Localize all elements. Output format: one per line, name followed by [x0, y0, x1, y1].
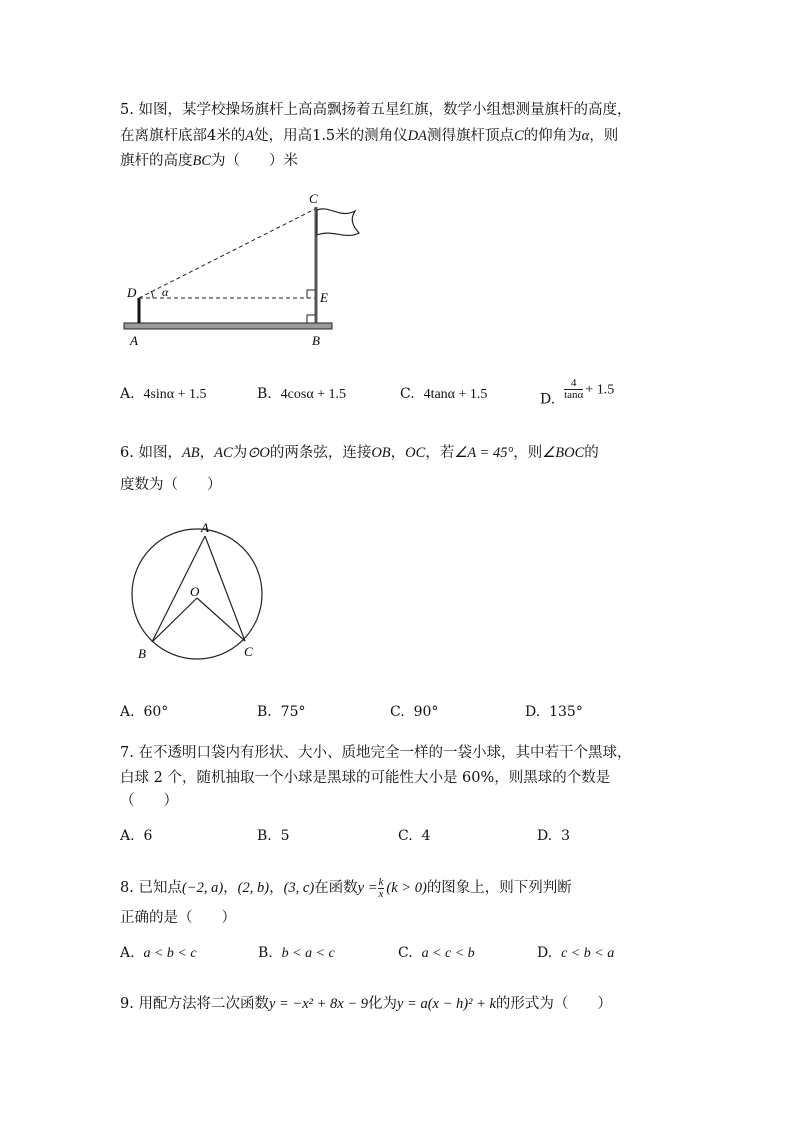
label-d: D	[127, 285, 137, 300]
q6-line1: 6. 如图，AB，AC为⊙O的两条弦，连接OB，OC，若∠A = 45°，则∠BOC的	[120, 445, 599, 461]
q6-option-d[interactable]: D. 135°	[525, 704, 583, 720]
fraction-k-over-x: $\frac{k}{x}$	[378, 875, 384, 900]
q6-option-c[interactable]: C. 90°	[390, 704, 439, 720]
q7-option-d[interactable]: D. 3	[537, 828, 571, 844]
circle-figure	[125, 518, 275, 668]
flagpole-figure	[110, 185, 370, 355]
q6-line2: 度数为（ ）	[120, 477, 222, 493]
q8-line1: 8. 已知点(−2, a)，(2, b)，(3, c)在函数y = $\frac{k}{x}$ (k > 0)的图象上，则下列判断	[120, 875, 572, 900]
q7-line2: 白球 2 个，随机抽取一个小球是黑球的可能性大小是 60%，则黑球的个数是	[120, 770, 611, 786]
right-angle-b	[307, 315, 315, 323]
q5-line3: 旗杆的高度BC为（ ）米	[120, 153, 299, 169]
q7-option-b[interactable]: B. 5	[257, 828, 290, 844]
segment-oc	[197, 598, 245, 641]
label-o: O	[190, 584, 200, 599]
q5-option-a[interactable]: A. 4sinα + 1.5	[120, 386, 207, 402]
flag	[317, 209, 359, 236]
fraction-4-over-tan: $\frac{4}{\tan\alpha}$	[564, 377, 584, 401]
ground-bar	[124, 323, 332, 329]
q6-option-a[interactable]: A. 60°	[120, 704, 169, 720]
q8-option-c[interactable]: C. a < c < b	[398, 945, 475, 961]
q5-line1: 5. 如图，某学校操场旗杆上高高飘扬着五星红旗，数学小组想测量旗杆的高度，	[120, 102, 632, 118]
label-e: E	[320, 290, 328, 305]
q7-line1: 7. 在不透明口袋内有形状、大小、质地完全一样的一袋小球，其中若干个黑球，	[120, 745, 632, 761]
q7-line3: （ ）	[120, 793, 178, 809]
label-alpha: α	[162, 285, 169, 299]
q8-option-a[interactable]: A. a < b < c	[120, 945, 197, 961]
q9-line1: 9. 用配方法将二次函数y = −x² + 8x − 9化为y = a(x − h)² + k的形式为（ ）	[120, 996, 612, 1012]
q7-option-c[interactable]: C. 4	[398, 828, 431, 844]
q5-option-d[interactable]: D. $\frac{4}{\tan\alpha}$ + 1.5	[540, 377, 615, 408]
segment-ob	[152, 598, 197, 642]
q5-option-b[interactable]: B. 4cosα + 1.5	[257, 386, 347, 402]
label-b: B	[312, 333, 320, 348]
label-c: C	[309, 191, 318, 206]
label-b: B	[138, 646, 146, 661]
q8-option-d[interactable]: D. c < b < a	[537, 945, 615, 961]
q5-option-c[interactable]: C. 4tanα + 1.5	[400, 386, 488, 402]
right-angle-e	[307, 290, 315, 298]
q8-line2: 正确的是（ ）	[120, 910, 236, 926]
q7-option-a[interactable]: A. 6	[120, 828, 153, 844]
q5-line2: 在离旗杆底部4米的A处，用高1.5米的测角仪DA测得旗杆顶点C的仰角为α，则	[120, 128, 619, 144]
q8-option-b[interactable]: B. b < a < c	[258, 945, 335, 961]
label-a: A	[201, 520, 209, 535]
label-c: C	[244, 644, 253, 659]
q6-option-b[interactable]: B. 75°	[257, 704, 306, 720]
label-a: A	[130, 333, 138, 348]
chord-ac	[205, 536, 245, 641]
angle-alpha-arc	[151, 291, 153, 298]
